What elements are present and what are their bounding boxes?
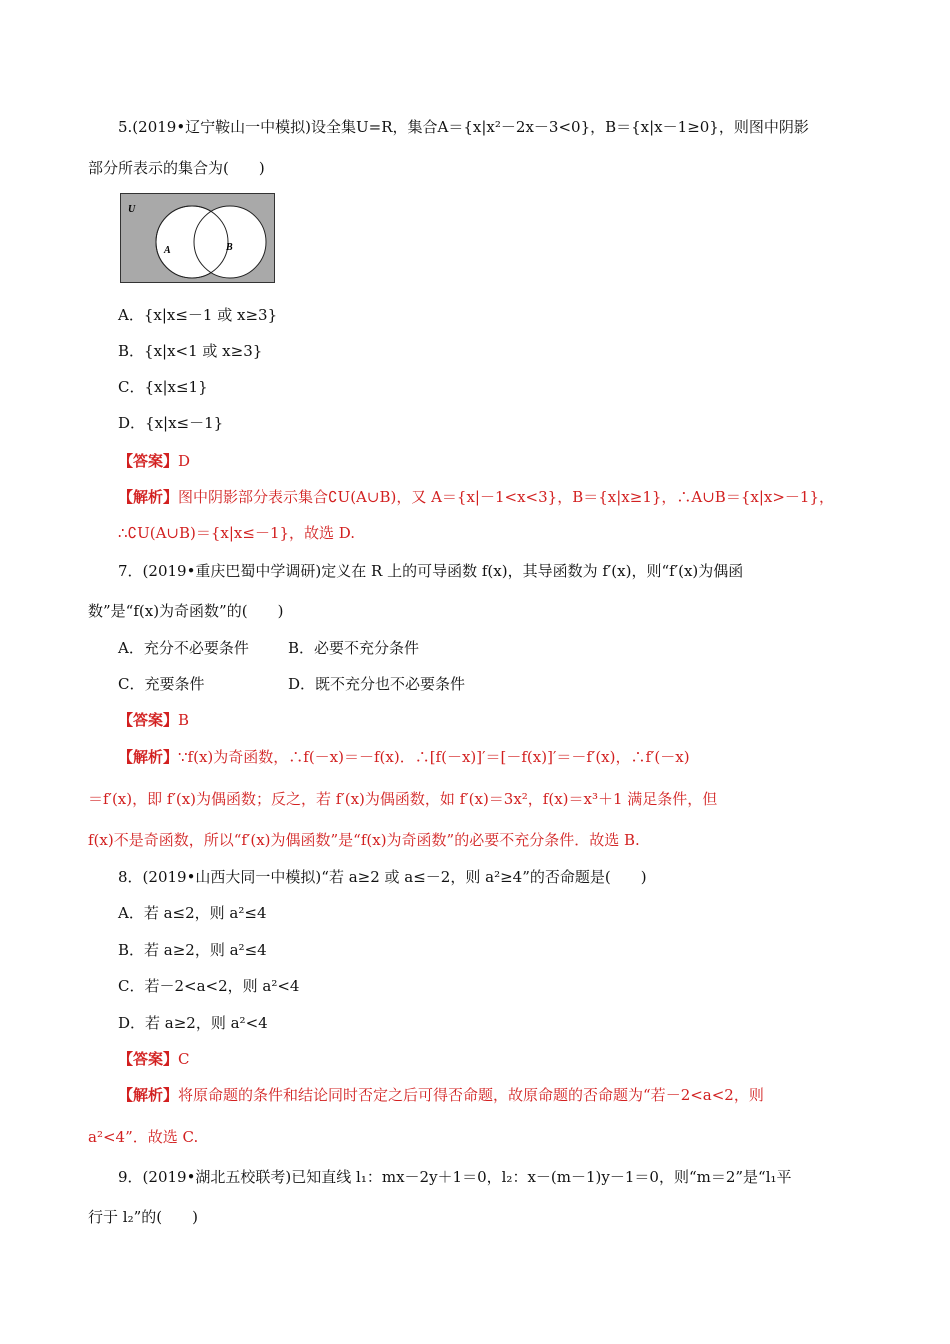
q8-stem: 8．(2019•山西大同一中模拟)“若 a≥2 或 a≤－2，则 a²≥4”的否命题是( ): [118, 868, 647, 886]
q5-stem-line2: 部分所表示的集合为( ): [88, 159, 265, 177]
q5-option-a: A．{x|x≤－1 或 x≥3}: [118, 306, 278, 324]
q5-option-b: B．{x|x<1 或 x≥3}: [118, 342, 263, 360]
answer-tag: 【答案】: [118, 711, 179, 729]
q9-stem-line2: 行于 l₂”的( ): [88, 1208, 198, 1226]
q5-option-c: C．{x|x≤1}: [118, 378, 208, 396]
q5-option-d: D．{x|x≤－1}: [118, 414, 224, 432]
analysis-tag: 【解析】: [118, 488, 179, 506]
q8-analysis-line2: a²<4”．故选 C.: [88, 1128, 199, 1146]
q8-option-c: C．若－2<a<2，则 a²<4: [118, 977, 300, 995]
q5-stem-line1: 5.(2019•辽宁鞍山一中模拟)设全集U=R，集合A＝{x|x²－2x－3<0}，B＝{x|x－1≥0}，则图中阴影: [118, 118, 809, 136]
answer-tag: 【答案】: [118, 452, 179, 470]
q5-analysis-line2: ∴∁U(A∪B)＝{x|x≤－1}，故选 D.: [118, 524, 356, 542]
q7-analysis-line3: f(x)不是奇函数，所以“f′(x)为偶函数”是“f(x)为奇函数”的必要不充分条件．故选 B.: [88, 831, 640, 849]
venn-diagram: [120, 193, 275, 283]
q8-option-d: D．若 a≥2，则 a²<4: [118, 1014, 268, 1032]
analysis-tag: 【解析】: [118, 748, 179, 766]
q7-answer: [118, 709, 189, 731]
venn-label-a: A: [164, 245, 171, 256]
q5-analysis-line1: 【解析】图中阴影部分表示集合∁U(A∪B)，又 A＝{x|－1<x<3}，B＝{x|x≥1}，∴A∪B＝{x|x>－1}，: [118, 488, 835, 506]
venn-label-u: U: [128, 204, 136, 215]
q5-answer: [118, 450, 190, 472]
venn-label-b: B: [226, 242, 233, 253]
q7-option-a: A．充分不必要条件: [118, 639, 249, 657]
q7-option-d: D．既不充分也不必要条件: [288, 675, 466, 693]
q7-option-c: C．充要条件: [118, 675, 205, 693]
q7-analysis-line1: 【解析】∵f(x)为奇函数，∴f(－x)＝－f(x)．∴[f(－x)]′＝[－f(x)]′＝－f′(x)，∴f′(－x): [118, 748, 690, 766]
q9-stem-line1: 9．(2019•湖北五校联考)已知直线 l₁：mx－2y＋1＝0，l₂：x－(m－1)y－1＝0，则“m＝2”是“l₁平: [118, 1168, 792, 1186]
q7-option-b: B．必要不充分条件: [288, 639, 420, 657]
answer-value: D: [178, 452, 191, 470]
q8-option-a: A．若 a≤2，则 a²≤4: [118, 904, 267, 922]
q7-stem-line1: 7．(2019•重庆巴蜀中学调研)定义在 R 上的可导函数 f(x)，其导函数为 f′(x)，则“f′(x)为偶函: [118, 562, 744, 580]
analysis-tag: 【解析】: [118, 1086, 179, 1104]
q8-answer: [118, 1048, 190, 1070]
q8-analysis-line1: 【解析】将原命题的条件和结论同时否定之后可得否命题，故原命题的否命题为“若－2<a<2，则: [118, 1086, 764, 1104]
q7-stem-line2: 数”是“f(x)为奇函数”的( ): [88, 602, 284, 620]
answer-tag: 【答案】: [118, 1050, 179, 1068]
answer-value: B: [178, 711, 190, 729]
q7-analysis-line2: ＝f′(x)，即 f′(x)为偶函数；反之，若 f′(x)为偶函数，如 f′(x)＝3x²，f(x)＝x³＋1 满足条件，但: [88, 790, 718, 808]
answer-value: C: [178, 1050, 190, 1068]
q8-option-b: B．若 a≥2，则 a²≤4: [118, 941, 267, 959]
